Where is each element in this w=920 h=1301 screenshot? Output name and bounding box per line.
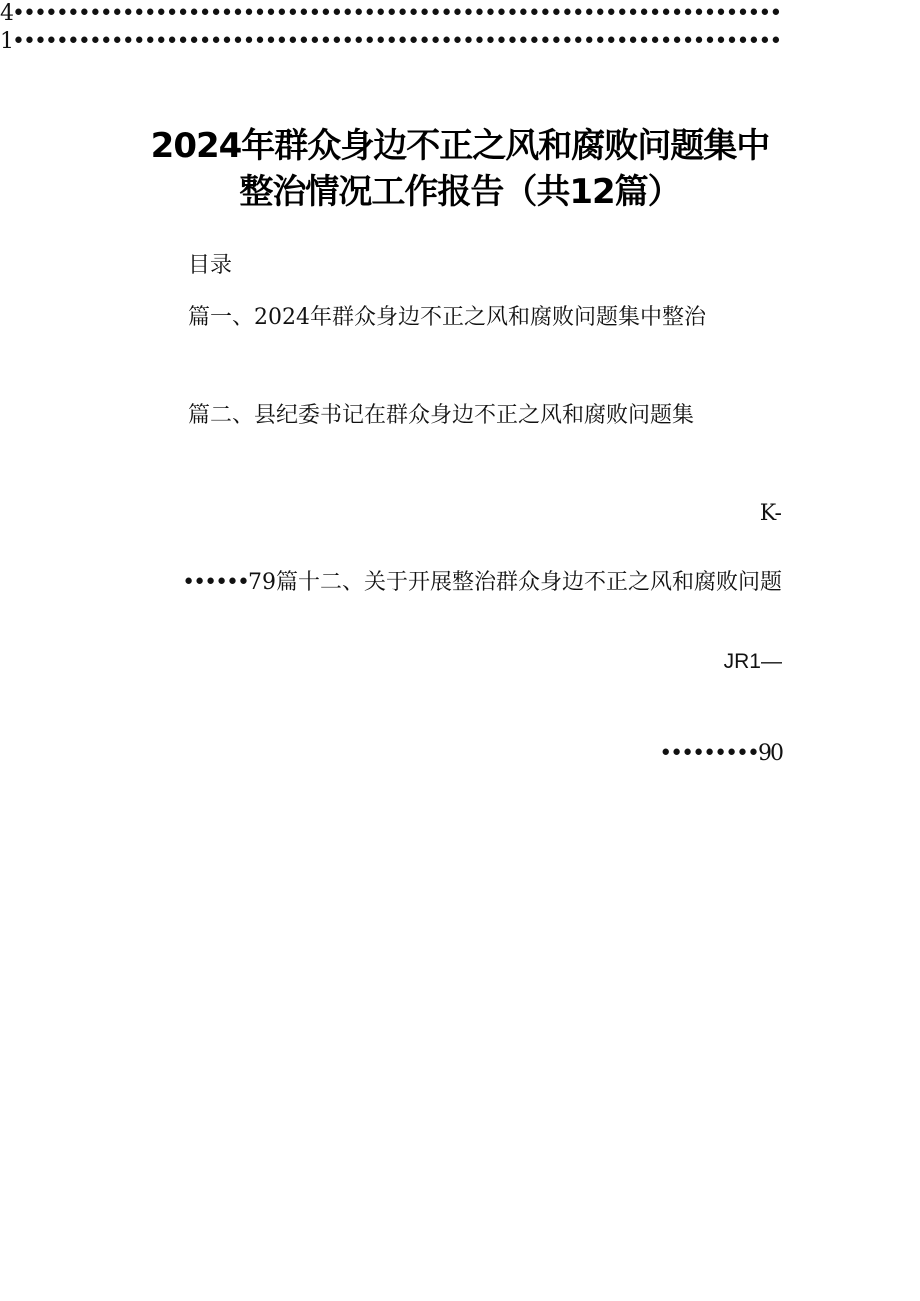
toc-entry-12 xyxy=(182,569,782,597)
document-title-line-1: 2024年群众身边不正之风和腐败问题集中 xyxy=(150,126,770,166)
toc-entry-1: 篇一、2024年群众身边不正之风和腐败问题集中整治 xyxy=(188,305,706,330)
document-title-line-2: 整治情况工作报告（共12篇） xyxy=(239,172,681,212)
toc-tail-dots: ••••••••• xyxy=(659,741,758,766)
toc-entry-12-text: 79篇十二、关于开展整治群众身边不正之风和腐败问题 xyxy=(248,570,782,595)
toc-marker-k: K- xyxy=(759,501,782,526)
toc-leader-page-1: 1•••••••••••••••••••••••••••••••••••••••••••••••••••••••••••••••••••••• xyxy=(0,29,781,54)
toc-entry-2: 篇二、县纪委书记在群众身边不正之风和腐败问题集 xyxy=(188,403,695,428)
toc-leader-dots: •••••• xyxy=(182,570,248,595)
toc-leader-page-4: 4•••••••••••••••••••••••••••••••••••••••••••••••••••••••••••••••••••••• xyxy=(0,1,781,26)
toc-page-90 xyxy=(659,740,782,768)
toc-page-number: 90 xyxy=(758,741,782,766)
toc-marker-jr: JR1— xyxy=(723,650,782,673)
toc-label: 目录 xyxy=(188,253,233,278)
